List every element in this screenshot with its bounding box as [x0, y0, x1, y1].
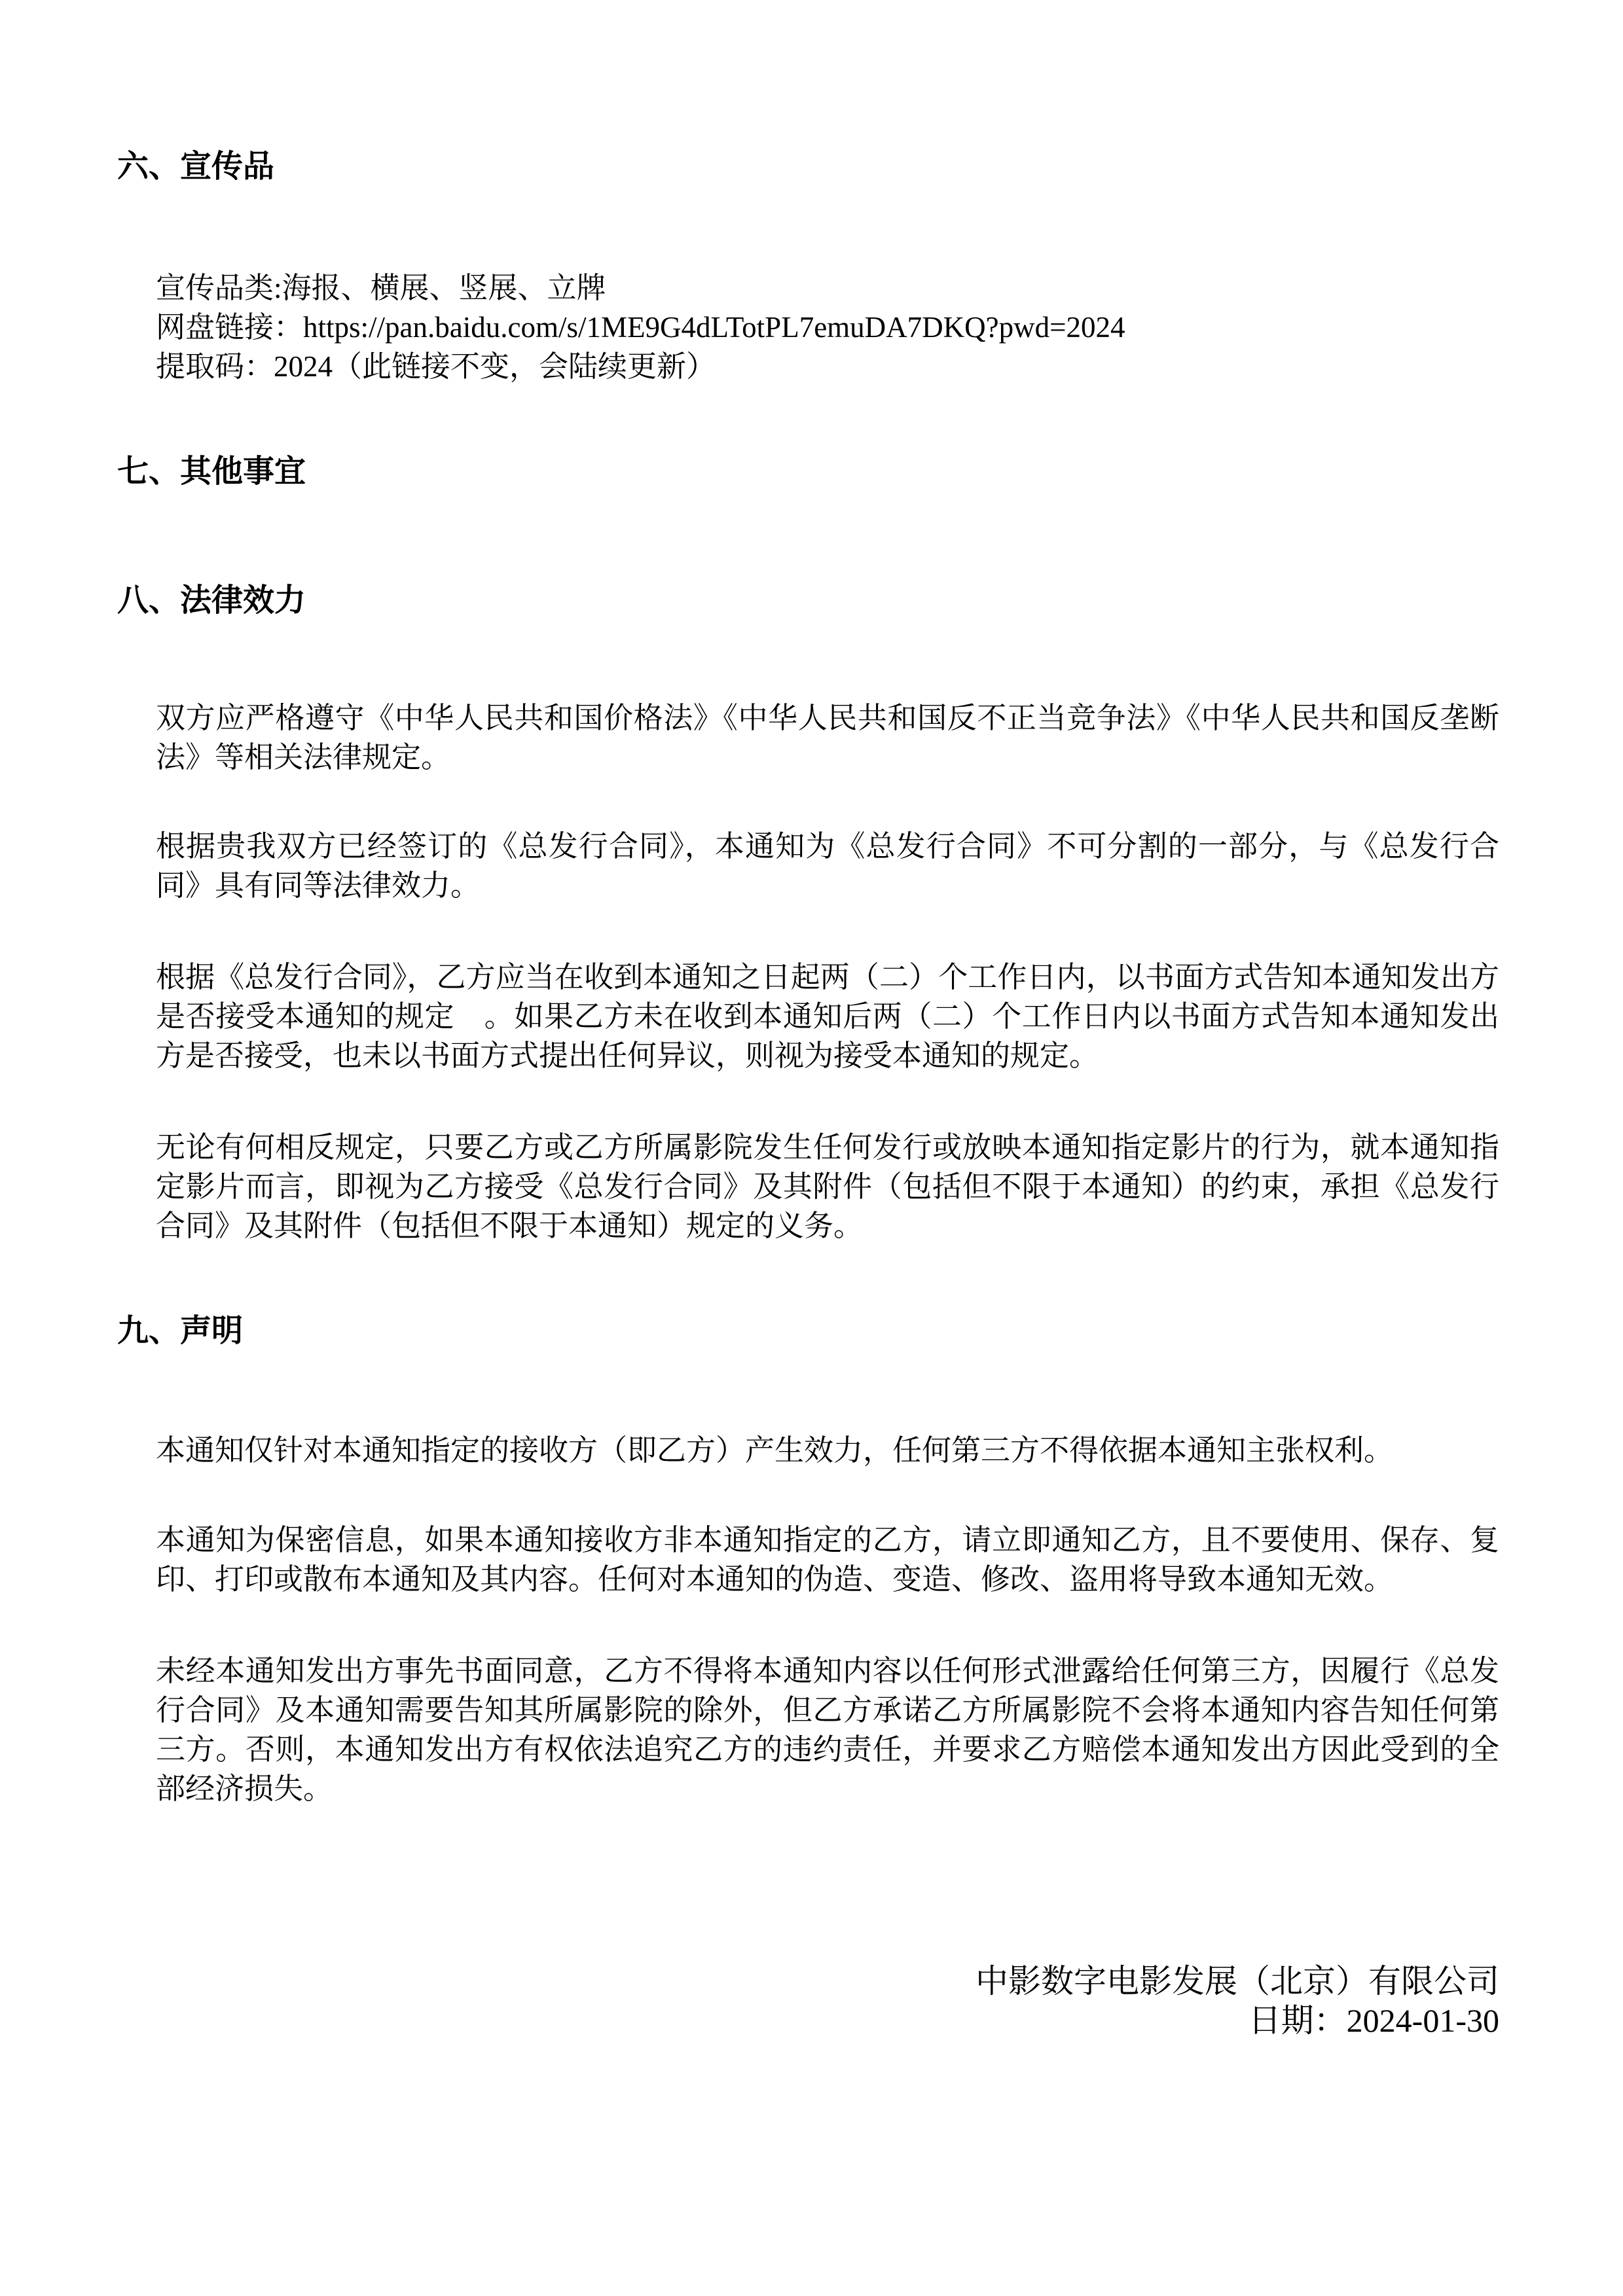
promo-info-block [156, 268, 1499, 386]
netdisk-label: 网盘链接： [156, 311, 304, 344]
section-legal [117, 583, 1499, 1246]
extract-code-line: 提取码：2024（此链接不变，会陆续更新） [156, 350, 716, 383]
company-name: 中影数字电影发展（北京）有限公司 [976, 1963, 1499, 2000]
promo-materials-line: 宣传品类:海报、横展、竖展、立牌 [156, 272, 606, 304]
section-statement-heading: 九、声明 [117, 1314, 244, 1348]
netdisk-line [156, 308, 1499, 347]
legal-paragraph-2: 根据贵我双方已经签订的《总发行合同》，本通知为《总发行合同》不可分割的一部分，与《总发行合同》具有同等法律效力。 [156, 830, 1499, 902]
section-promo [117, 149, 1499, 386]
statement-paragraph-3: 未经本通知发出方事先书面同意，乙方不得将本通知内容以任何形式泄露给任何第三方，因履行《总发行合同》及本通知需要告知其所属影院的除外，但乙方承诺乙方所属影院不会将本通知内容告知任何第三方。否则，本通知发出方有权依法追究乙方的违约责任，并要求乙方赔偿本通知发出方因此受到的全部经济损失。 [156, 1655, 1499, 1805]
section-legal-heading: 八、法律效力 [117, 583, 306, 618]
section-statement [117, 1313, 1499, 1808]
section-other-heading: 七、其他事宜 [117, 454, 306, 489]
legal-paragraph-4: 无论有何相反规定，只要乙方或乙方所属影院发生任何发行或放映本通知指定影片的行为，就本通知指定影片而言，即视为乙方接受《总发行合同》及其附件（包括但不限于本通知）的约束，承担《总发行合同》及其附件（包括但不限于本通知）规定的义务。 [156, 1131, 1499, 1242]
statement-paragraph-2: 本通知为保密信息，如果本通知接收方非本通知指定的乙方，请立即通知乙方，且不要使用、保存、复印、打印或散布本通知及其内容。任何对本通知的伪造、变造、修改、盗用将导致本通知无效。 [156, 1524, 1499, 1596]
signature-block [117, 1962, 1499, 2040]
legal-paragraph-1: 双方应严格遵守《中华人民共和国价格法》《中华人民共和国反不正当竞争法》《中华人民共和国反垄断法》等相关法律规定。 [156, 702, 1499, 774]
legal-paragraph-3: 根据《总发行合同》，乙方应当在收到本通知之日起两（二）个工作日内，以书面方式告知本通知发出方是否接受本通知的规定 。如果乙方未在收到本通知后两（二）个工作日内以书面方式告知本通知发出方是否接受，也未以书面方式提出任何异议，则视为接受本通知的规定。 [156, 961, 1499, 1072]
netdisk-url-link[interactable]: https://pan.baidu.com/s/1ME9G4dLTotPL7emuDA7DKQ?pwd=2024 [303, 311, 1125, 344]
statement-paragraph-1: 本通知仅针对本通知指定的接收方（即乙方）产生效力，任何第三方不得依据本通知主张权利。 [156, 1434, 1394, 1467]
section-promo-heading: 六、宣传品 [117, 149, 275, 184]
section-other [117, 454, 1499, 490]
date-line: 日期：2024-01-30 [1248, 2002, 1499, 2039]
